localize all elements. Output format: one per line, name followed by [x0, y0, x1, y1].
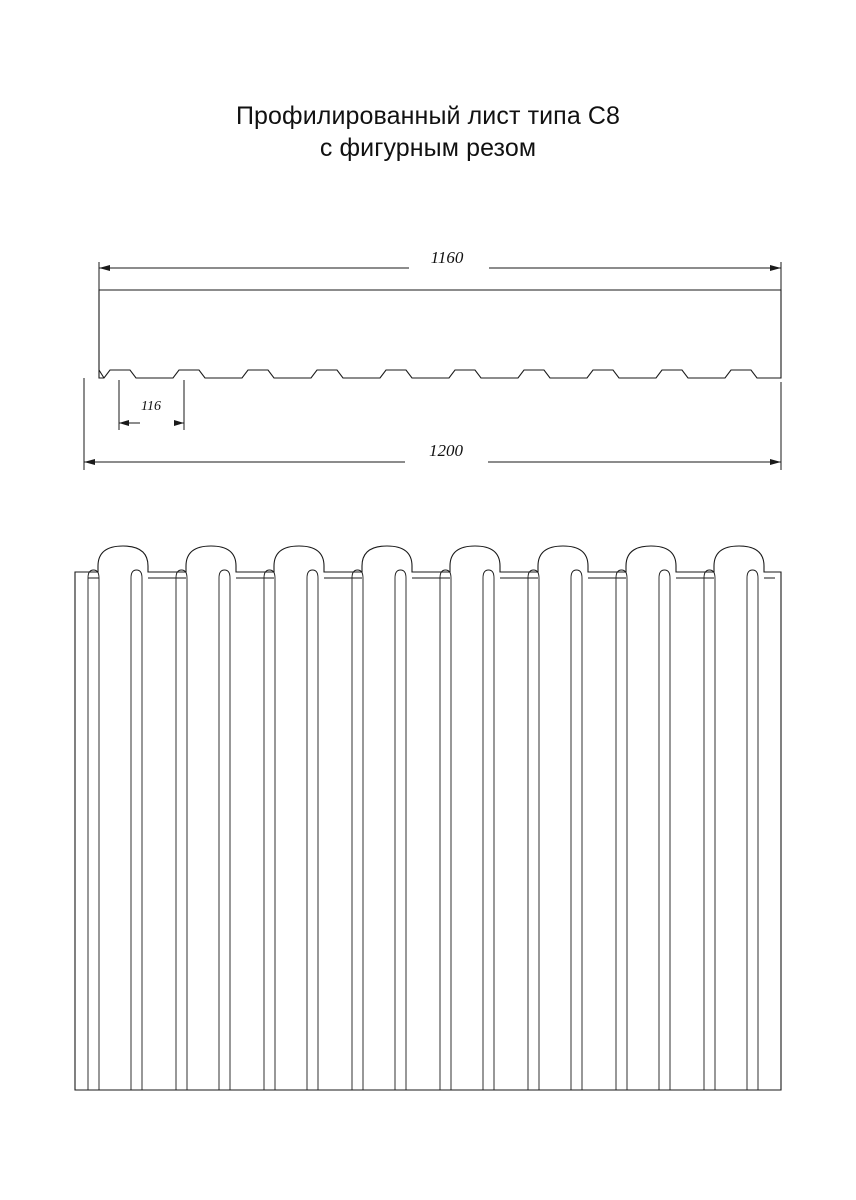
dimension-1160-label: 1160: [430, 248, 464, 267]
dimension-1200: [84, 378, 781, 470]
dimension-116-label: 116: [141, 399, 161, 414]
cross-section-view: [84, 248, 781, 470]
dimension-1200-label: 1200: [429, 441, 463, 460]
front-sheet-outline: [75, 546, 781, 1090]
page-title-line-1: Профилированный лист типа С8: [235, 102, 621, 130]
front-view-figured-cut: [75, 546, 781, 1090]
dimension-116: [119, 380, 184, 430]
page-title-line-2: с фигурным резом: [319, 134, 537, 162]
profile-cross-section-outline: [99, 290, 781, 378]
